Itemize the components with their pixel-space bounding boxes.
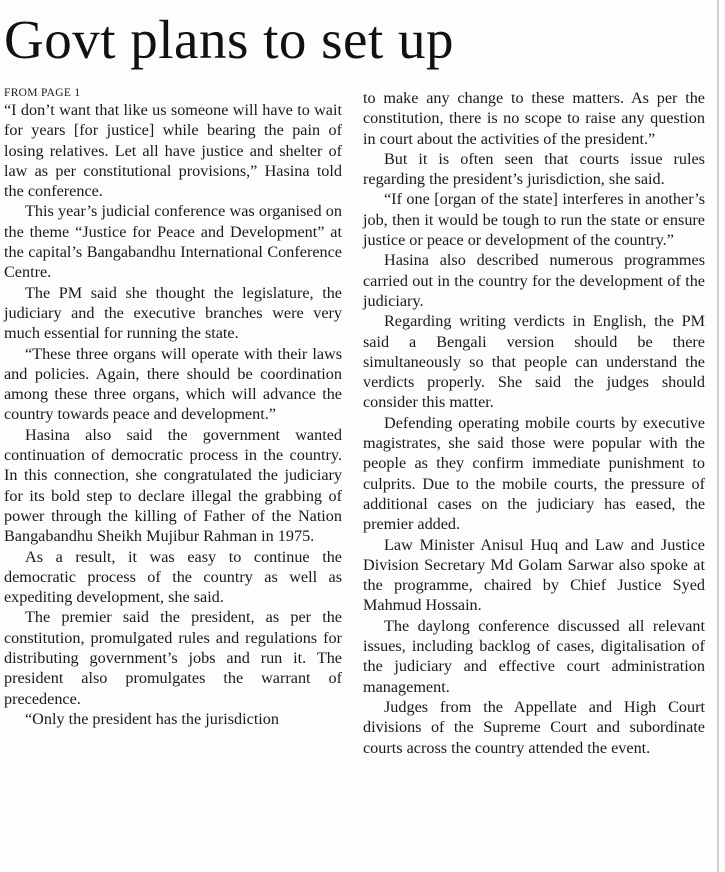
- paragraph: to make any change to these matters. As per the constitution, there is no scope to raise any question in court about the activities of the president.”: [363, 89, 705, 148]
- headline: Govt plans to set up: [4, 9, 454, 70]
- continued-from-label: FROM PAGE 1: [4, 87, 81, 99]
- paragraph: Defending operating mobile courts by executive magistrates, she said those were popular with the people as they confirm immediate punishment to culprits. Due to the mobile courts, the pressure of additional cases on the judiciary has eased, the premier added.: [363, 413, 705, 534]
- paragraph: The premier said the president, as per the constitution, promulgated rules and regulations for distributing government’s jobs and run it. The president also promulgates the warrant of precedence.: [4, 608, 342, 708]
- paragraph: The daylong conference discussed all relevant issues, including backlog of cases, digitalisation of the judiciary and effective court administration management.: [363, 616, 705, 696]
- paragraph: Law Minister Anisul Huq and Law and Justice Division Secretary Md Golam Sarwar also spoke at the programme, chaired by Chief Justice Syed Mahmud Hossain.: [363, 535, 705, 615]
- page-edge-rule: [717, 0, 719, 872]
- paragraph: But it is often seen that courts issue rules regarding the president’s jurisdiction, she said.: [363, 149, 705, 189]
- paragraph: Hasina also described numerous programmes carried out in the country for the development of the judiciary.: [363, 251, 705, 310]
- paragraph: Judges from the Appellate and High Court divisions of the Supreme Court and subordinate courts across the country attended the event.: [363, 697, 705, 757]
- left-column: [4, 86, 342, 729]
- paragraph: “These three organs will operate with their laws and policies. Again, there should be coordination among these three organs, which will advance the country towards peace and development.”: [4, 344, 342, 424]
- paragraph: Regarding writing verdicts in English, the PM said a Bengali version should be there simultaneously so that people can understand the verdicts properly. She said the judges should consider this matter.: [363, 312, 705, 412]
- paragraph: The PM said she thought the legislature, the judiciary and the executive branches were very much essential for running the state.: [4, 283, 342, 343]
- paragraph: “I don’t want that like us someone will have to wait for years [for justice] while bearing the pain of losing relatives. Let all have justice and shelter of law as per constitutional provisions,” Hasina told the conference.: [4, 101, 342, 201]
- paragraph: “If one [organ of the state] interferes in another’s job, then it would be tough to run the state or ensure justice or peace or development of the country.”: [363, 190, 705, 250]
- right-column: [363, 88, 705, 758]
- paragraph: This year’s judicial conference was organised on the theme “Justice for Peace and Development” at the capital’s Bangabandhu International Conference Centre.: [4, 202, 342, 282]
- paragraph: Hasina also said the government wanted continuation of democratic process in the country. In this connection, she congratulated the judiciary for its bold step to declare illegal the grabbing of power through the killing of Father of the Nation Bangabandhu Sheikh Mujibur Rahman in 1975.: [4, 425, 342, 546]
- paragraph: As a result, it was easy to continue the democratic process of the country as well as expediting development, she said.: [4, 547, 342, 607]
- paragraph: “Only the president has the jurisdiction: [25, 709, 279, 728]
